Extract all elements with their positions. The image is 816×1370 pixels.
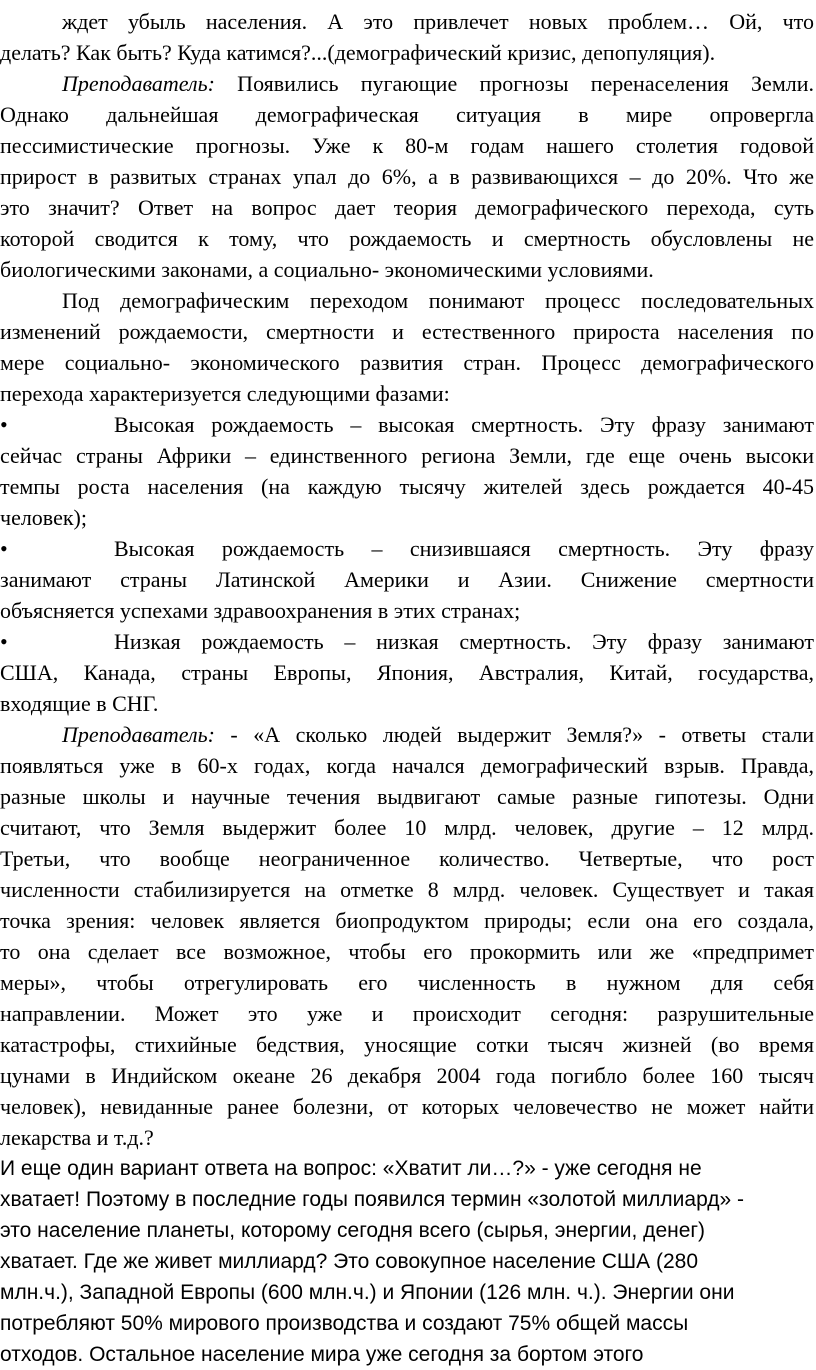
text-line: изменений рождаемости, смертности и естественного прироста населения по: [0, 319, 814, 344]
text-line: катастрофы, стихийные бедствия, уносящие сотки тысяч жизней (во время: [0, 1032, 814, 1057]
text-line: [0, 626, 814, 657]
text-fragment: - «А сколько людей выдержит Земля?» - ответы стали: [214, 722, 814, 747]
bullet-item: [0, 409, 814, 533]
text-line: это значит? Ответ на вопрос дает теория демографического перехода, суть: [0, 195, 814, 220]
speaker-label: Преподаватель:: [62, 71, 215, 96]
text-line: Однако дальнейшая демографическая ситуация в мире опровергла: [0, 102, 814, 127]
text-line: разные школы и научные течения выдвигают самые разные гипотезы. Одни: [0, 784, 814, 809]
text-line: входящие в СНГ.: [0, 691, 159, 716]
text-line: пессимистические прогнозы. Уже к 80-м годам нашего столетия годовой: [0, 133, 814, 158]
text-line: млн.ч.), Западной Европы (600 млн.ч.) и Японии (126 млн. ч.). Энергии они: [0, 1281, 735, 1304]
bullet-icon: •: [0, 412, 8, 437]
text-line: появляться уже в 60-х годах, когда начался демографический взрыв. Правда,: [0, 753, 814, 778]
text-line: ждет убыль населения. А это привлечет новых проблем… Ой, что: [62, 9, 814, 34]
text-line: меры», чтобы отрегулировать его численность в нужном для себя: [0, 970, 814, 995]
text-line: [0, 409, 814, 440]
bullet-item: [0, 626, 814, 719]
text-line: Под демографическим переходом понимают процесс последовательных: [62, 288, 814, 313]
text-line: направлении. Может это уже и происходит сегодня: разрушительные: [0, 1001, 814, 1026]
text-line: биологическими законами, а социально- экономическими условиями.: [0, 257, 654, 282]
text-line: перехода характеризуется следующими фазами:: [0, 381, 450, 406]
bullet-icon: •: [0, 629, 8, 654]
text-line: лекарства и т.д.?: [0, 1125, 154, 1150]
text-line: человек);: [0, 505, 87, 530]
text-line: США, Канада, страны Европы, Япония, Австралия, Китай, государства,: [0, 660, 814, 685]
text-line: потребляют 50% мирового производства и создают 75% общей массы: [0, 1312, 689, 1335]
text-line: цунами в Индийском океане 26 декабря 2004 года погибло более 160 тысяч: [0, 1063, 814, 1088]
text-line: то она сделает все возможное, чтобы его прокормить или же «предпримет: [0, 939, 814, 964]
text-fragment: Высокая рождаемость – снизившаяся смертность. Эту фразу: [114, 536, 814, 561]
text-line: точка зрения: человек является биопродуктом природы; если она его создала,: [0, 908, 814, 933]
bullet-item: [0, 533, 814, 626]
text-line: численности стабилизируется на отметке 8 млрд. человек. Существует и такая: [0, 877, 814, 902]
text-line: объясняется успехами здравоохранения в этих странах;: [0, 598, 521, 623]
paragraph-teacher-2: [0, 719, 814, 1153]
bullet-icon: •: [0, 536, 8, 561]
text-line: занимают страны Латинской Америки и Азии. Снижение смертности: [0, 567, 814, 592]
paragraph-continuation: [0, 6, 814, 68]
text-line: И еще один вариант ответа на вопрос: «Хватит ли…?» - уже сегодня не: [0, 1157, 702, 1180]
text-fragment: Высокая рождаемость – высокая смертность. Эту фразу занимают: [114, 412, 814, 437]
text-line: [0, 68, 814, 99]
paragraph-demographic-transition: [0, 285, 814, 409]
text-line: прирост в развитых странах упал до 6%, а в развивающихся – до 20%. Что же: [0, 164, 814, 189]
text-line: хватает. Где же живет миллиард? Это совокупное население США (280: [0, 1250, 699, 1273]
text-line: Третьи, что вообще неограниченное количество. Четвертые, что рост: [0, 846, 814, 871]
text-line: которой сводится к тому, что рождаемость и смертность обусловлены не: [0, 226, 814, 251]
text-line: сейчас страны Африки – единственного региона Земли, где еще очень высоки: [0, 443, 814, 468]
paragraph-golden-billion: [0, 1153, 814, 1370]
text-line: мере социально- экономического развития стран. Процесс демографического: [0, 350, 814, 375]
text-fragment: Низкая рождаемость – низкая смертность. Эту фразу занимают: [114, 629, 814, 654]
text-line: делать? Как быть? Куда катимся?...(демографический кризис, депопуляция).: [0, 40, 716, 65]
paragraph-teacher-1: [0, 68, 814, 285]
text-line: человек), невиданные ранее болезни, от которых человечество не может найти: [0, 1094, 814, 1119]
speaker-label: Преподаватель:: [62, 722, 215, 747]
text-line: хватает! Поэтому в последние годы появился термин «золотой миллиард» -: [0, 1188, 745, 1211]
text-line: это население планеты, которому сегодня всего (сырья, энергии, денег): [0, 1219, 706, 1242]
text-fragment: Появились пугающие прогнозы перенаселения Земли.: [214, 71, 814, 96]
text-line: темпы роста населения (на каждую тысячу жителей здесь рождается 40-45: [0, 474, 814, 499]
text-line: отходов. Остальное население мира уже сегодня за бортом этого: [0, 1343, 644, 1366]
text-line: считают, что Земля выдержит более 10 млрд. человек, другие – 12 млрд.: [0, 815, 814, 840]
text-line: [0, 719, 814, 750]
text-line: [0, 533, 814, 564]
